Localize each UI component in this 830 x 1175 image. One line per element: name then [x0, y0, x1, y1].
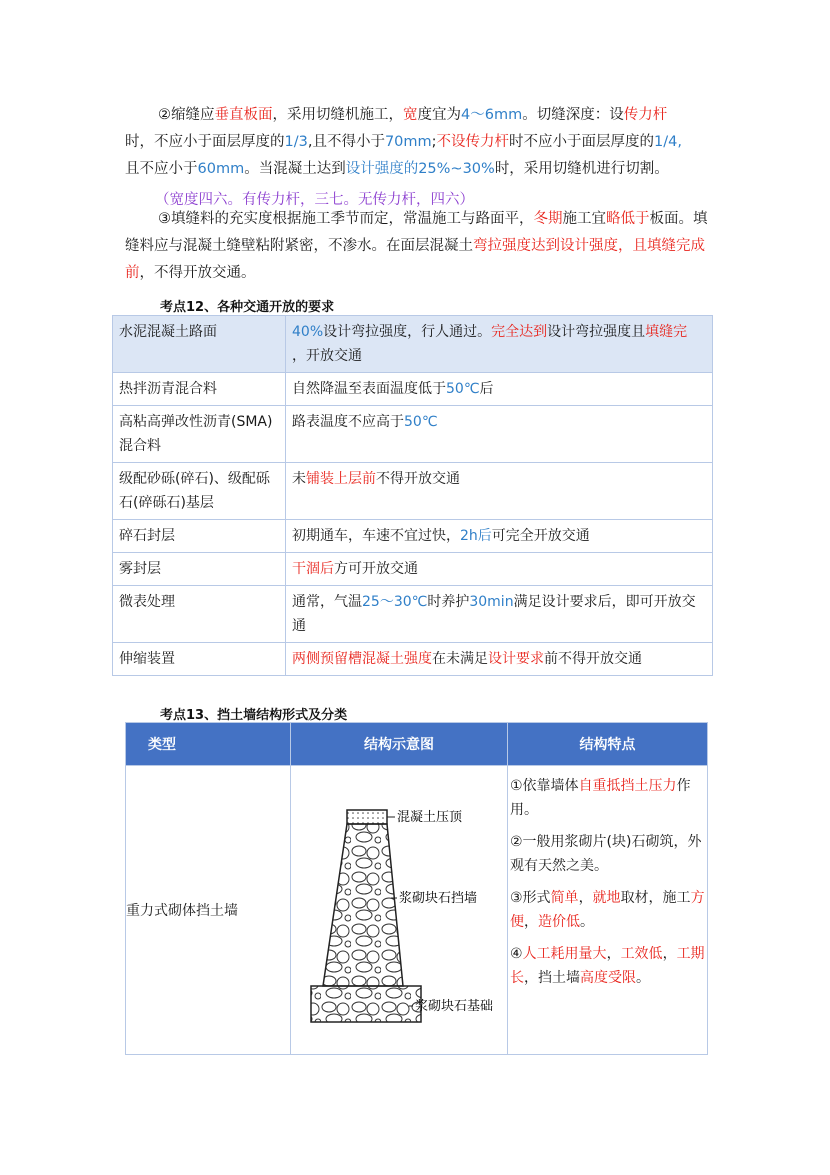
feature-item: ②一般用浆砌片(块)石砌筑，外观有天然之美。 [510, 834, 702, 874]
section-heading-12: 考点12、各种交通开放的要求 [160, 300, 335, 315]
table-row [113, 373, 713, 406]
text: ，不得开放交通。 [139, 265, 256, 281]
row-value: 两侧预留槽混凝土强度在未满足设计要求前不得开放交通 [286, 643, 713, 676]
table-row [113, 463, 713, 520]
value: 70mm [384, 134, 432, 150]
diagram-cell [291, 766, 508, 1055]
row-label: 雾封层 [113, 553, 286, 586]
highlight: 弯拉强度达到设计强度，且填缝完成 [473, 238, 705, 254]
text: 时，不应小于面层厚度的 [125, 134, 285, 150]
paragraph-joint-cutting [125, 102, 715, 214]
masonry-footing [311, 986, 421, 1022]
highlight: 宽 [403, 107, 418, 123]
highlight: 略低于 [606, 211, 650, 227]
row-value: 自然降温至表面温度低于50℃后 [286, 373, 713, 406]
feature-item: ③形式简单，就地取材，施工方便，造价低。 [510, 890, 705, 930]
paragraph-joint-filling [125, 206, 715, 287]
header-type: 类型 [126, 723, 291, 766]
row-value: 干涸后方可开放交通 [286, 553, 713, 586]
text: ②缩缝应 [158, 107, 215, 123]
concrete-cap [347, 810, 387, 824]
row-value: 初期通车，车速不宜过快，2h后可完全开放交通 [286, 520, 713, 553]
highlight: 传力杆 [623, 107, 668, 123]
highlight: 不设传力杆 [436, 134, 510, 150]
text: ③填缝料的充实度根据施工季节而定，常温施工与路面平， [158, 211, 534, 227]
text: 。当混凝土达到 [244, 161, 346, 177]
feature-item: ①依靠墙体自重抵挡土压力作用。 [510, 778, 691, 818]
gravity-wall-diagram [291, 766, 505, 1050]
text: 时不应小于面层厚度的 [509, 134, 655, 150]
table-row [113, 406, 713, 463]
text: ; [431, 134, 437, 150]
row-label: 级配砂砾(碎石)、级配砾石(碎砾石)基层 [113, 463, 286, 520]
text: ,且不得小于 [307, 134, 385, 150]
retaining-wall-table [125, 722, 708, 1055]
label-concrete-cap: 混凝土压顶 [397, 810, 463, 825]
wall-type: 重力式砌体挡土墙 [126, 766, 291, 1055]
row-label: 微表处理 [113, 586, 286, 643]
row-label: 热拌沥青混合料 [113, 373, 286, 406]
row-value: 路表温度不应高于50℃ [286, 406, 713, 463]
header-features: 结构特点 [508, 723, 708, 766]
text: 时，采用切缝机进行切割。 [494, 161, 669, 177]
text: ，采用切缝机施工， [272, 107, 403, 123]
feature-item: ④人工耗用量大，工效低，工期长，挡土墙高度受限。 [510, 946, 705, 986]
row-value: 40%设计弯拉强度，行人通过。完全达到设计弯拉强度且填缝完 ，开放交通 [286, 316, 713, 373]
row-label: 高粘高弹改性沥青(SMA)混合料 [113, 406, 286, 463]
value: 1/4, [654, 134, 682, 150]
section-heading-13: 考点13、挡土墙结构形式及分类 [160, 708, 348, 723]
value: 设计强度的25%~30% [345, 161, 495, 177]
text: 度宜为 [417, 107, 461, 123]
highlight: 前 [125, 265, 140, 281]
row-value: 未铺装上层前不得开放交通 [286, 463, 713, 520]
row-label: 碎石封层 [113, 520, 286, 553]
row-label: 水泥混凝土路面 [113, 316, 286, 373]
value: 4～6mm [461, 107, 523, 123]
row-label: 伸缩装置 [113, 643, 286, 676]
text: 缝料应与混凝土缝壁粘附紧密，不渗水。在面层混凝土 [125, 238, 473, 254]
text: 施工宜 [562, 211, 606, 227]
header-diagram: 结构示意图 [291, 723, 508, 766]
text: 且不应小于 [125, 161, 198, 177]
row-value: 通常，气温25～30℃时养护30min满足设计要求后，即可开放交通 [286, 586, 713, 643]
highlight: 冬期 [533, 211, 563, 227]
table-row [113, 520, 713, 553]
label-wall: 浆砌块石挡墙 [399, 891, 478, 906]
mnemonic: （宽度四六。有传力杆，三七。无传力杆，四六） [155, 192, 474, 208]
value: 1/3 [284, 134, 308, 150]
text: 。切缝深度：设 [522, 107, 624, 123]
table-header-row [126, 723, 708, 766]
table-row [113, 316, 713, 373]
text: 板面。填 [649, 211, 708, 227]
label-footing: 浆砌块石基础 [415, 999, 494, 1014]
highlight: 垂直板面 [214, 107, 273, 123]
value: 60mm [197, 161, 245, 177]
table-row [126, 766, 708, 1055]
table-row [113, 643, 713, 676]
table-row [113, 553, 713, 586]
features-cell [508, 766, 708, 1055]
traffic-opening-table [112, 315, 713, 676]
table-row [113, 586, 713, 643]
masonry-wall [323, 824, 403, 986]
